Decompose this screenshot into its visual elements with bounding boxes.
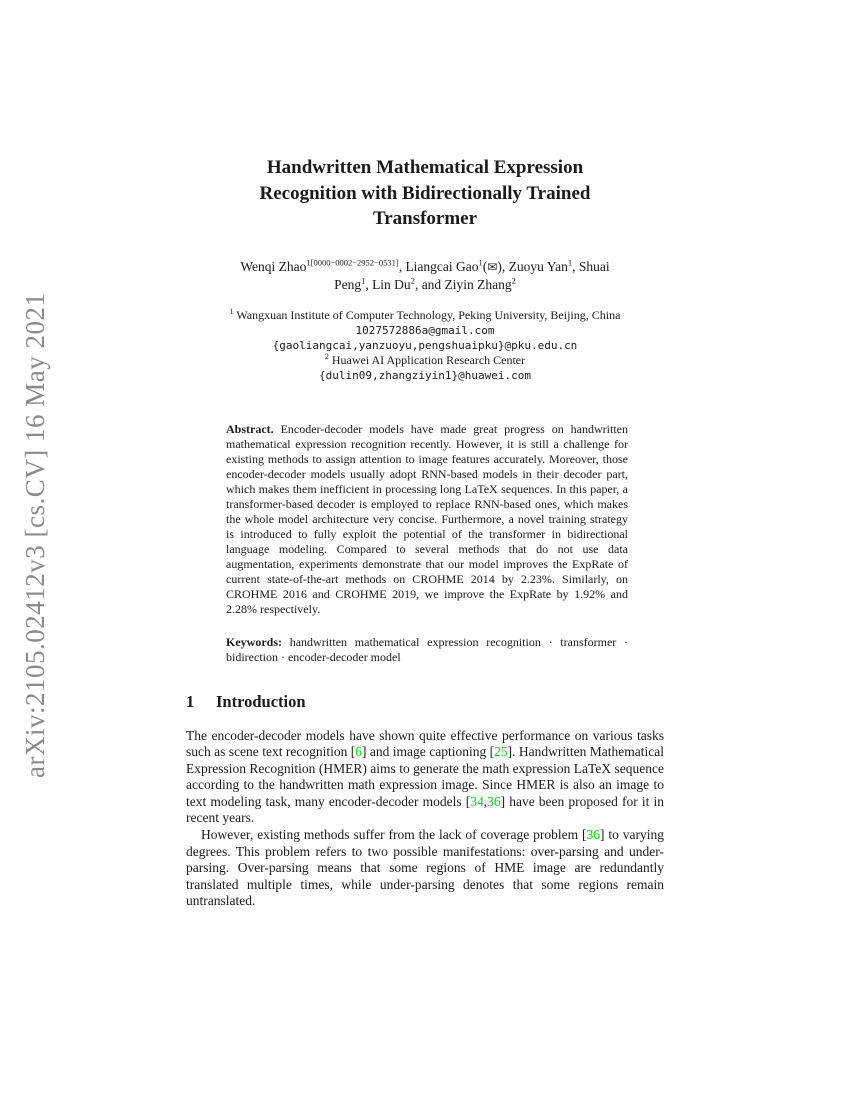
email-huawei: {dulin09,zhangziyin1}@huawei.com	[319, 368, 531, 382]
section-title: Introduction	[216, 691, 306, 711]
corresponding-author-icon: ✉	[487, 259, 498, 274]
citation-link[interactable]: 34	[470, 793, 484, 809]
intro-paragraph-2: However, existing methods suffer from the lack of coverage problem [36] to varying degrees. This problem refers to two possible manifestations: over-parsing and under-parsing. Over-parsing means that some regions of HME image are redundantly translated multiple times, while under-parsing denotes that some regions remain untranslated.	[186, 827, 664, 909]
authors-block	[186, 258, 664, 294]
email-gmail: 1027572886a@gmail.com	[355, 323, 495, 337]
intro-paragraph-1: The encoder-decoder models have shown quite effective performance on various tasks such as scene text recognition [6] and image captioning [25]. Handwritten Mathematical Expression Recognition (HMER) aims to generate the math expression LaTeX sequence according to the handwritten math expression image. Since HMER is also an image to text modeling task, many encoder-decoder models [34,36] have been proposed for it in recent years.	[186, 727, 664, 826]
authors-line-2: Peng$^1$, Lin Du$^2$, and Ziyin Zhang$^2$	[334, 275, 516, 292]
keywords-label: Keywords:	[226, 634, 282, 649]
email-pku: {gaoliangcai,yanzuoyu,pengshuaipku}@pku.edu.cn	[272, 338, 578, 352]
section-heading	[186, 692, 664, 712]
citation-link[interactable]: 36	[487, 793, 501, 809]
paper-title: Handwritten Mathematical Expression Recognition with Bidirectionally Trained Transformer	[259, 157, 591, 229]
citation-link[interactable]: 25	[494, 744, 508, 760]
authors-line-1: Wenqi Zhao$^{1[0000-0002-2952-0531]}$, Liangcai Gao$^1$(✉), Zuoyu Yan$^1$, Shuai	[240, 257, 610, 274]
keywords	[226, 635, 628, 665]
citation-link[interactable]: 36	[586, 827, 600, 843]
abstract	[226, 422, 628, 617]
content-column	[186, 0, 664, 910]
abstract-label: Abstract.	[226, 421, 274, 436]
affiliations-block	[186, 308, 664, 383]
keywords-text: handwritten mathematical expression recognition · transformer · bidirection · encoder-decoder model	[226, 634, 629, 664]
abstract-text: Encoder-decoder models have made great progress on handwritten mathematical expression recognition recently. However, it is still a challenge for existing methods to assign attention to image features accurately. Moreover, those encoder-decoder models usually adopt RNN-based models in their decoder part, which makes them inefficient in processing long LaTeX sequences. In this paper, a transformer-based decoder is employed to replace RNN-based ones, which makes the whole model architecture very concise. Furthermore, a novel training strategy is introduced to fully exploit the potential of the transformer in bidirectional language modeling. Compared to several methods that do not use data augmentation, experiments demonstrate that our model improves the ExpRate of current state-of-the-art methods on CROHME 2014 by 2.23%. Similarly, on CROHME 2016 and CROHME 2019, we improve the ExpRate by 1.92% and 2.28% respectively.	[226, 421, 628, 616]
affiliation-2: $^2$ Huawei AI Application Research Center	[324, 351, 526, 367]
arxiv-watermark: arXiv:2105.02412v3 [cs.CV] 16 May 2021	[20, 292, 50, 778]
citation-link[interactable]: 6	[355, 744, 362, 760]
affiliation-1: $^1$ Wangxuan Institute of Computer Technology, Peking University, Beijing, China	[229, 306, 621, 322]
section-number: 1	[186, 691, 195, 711]
